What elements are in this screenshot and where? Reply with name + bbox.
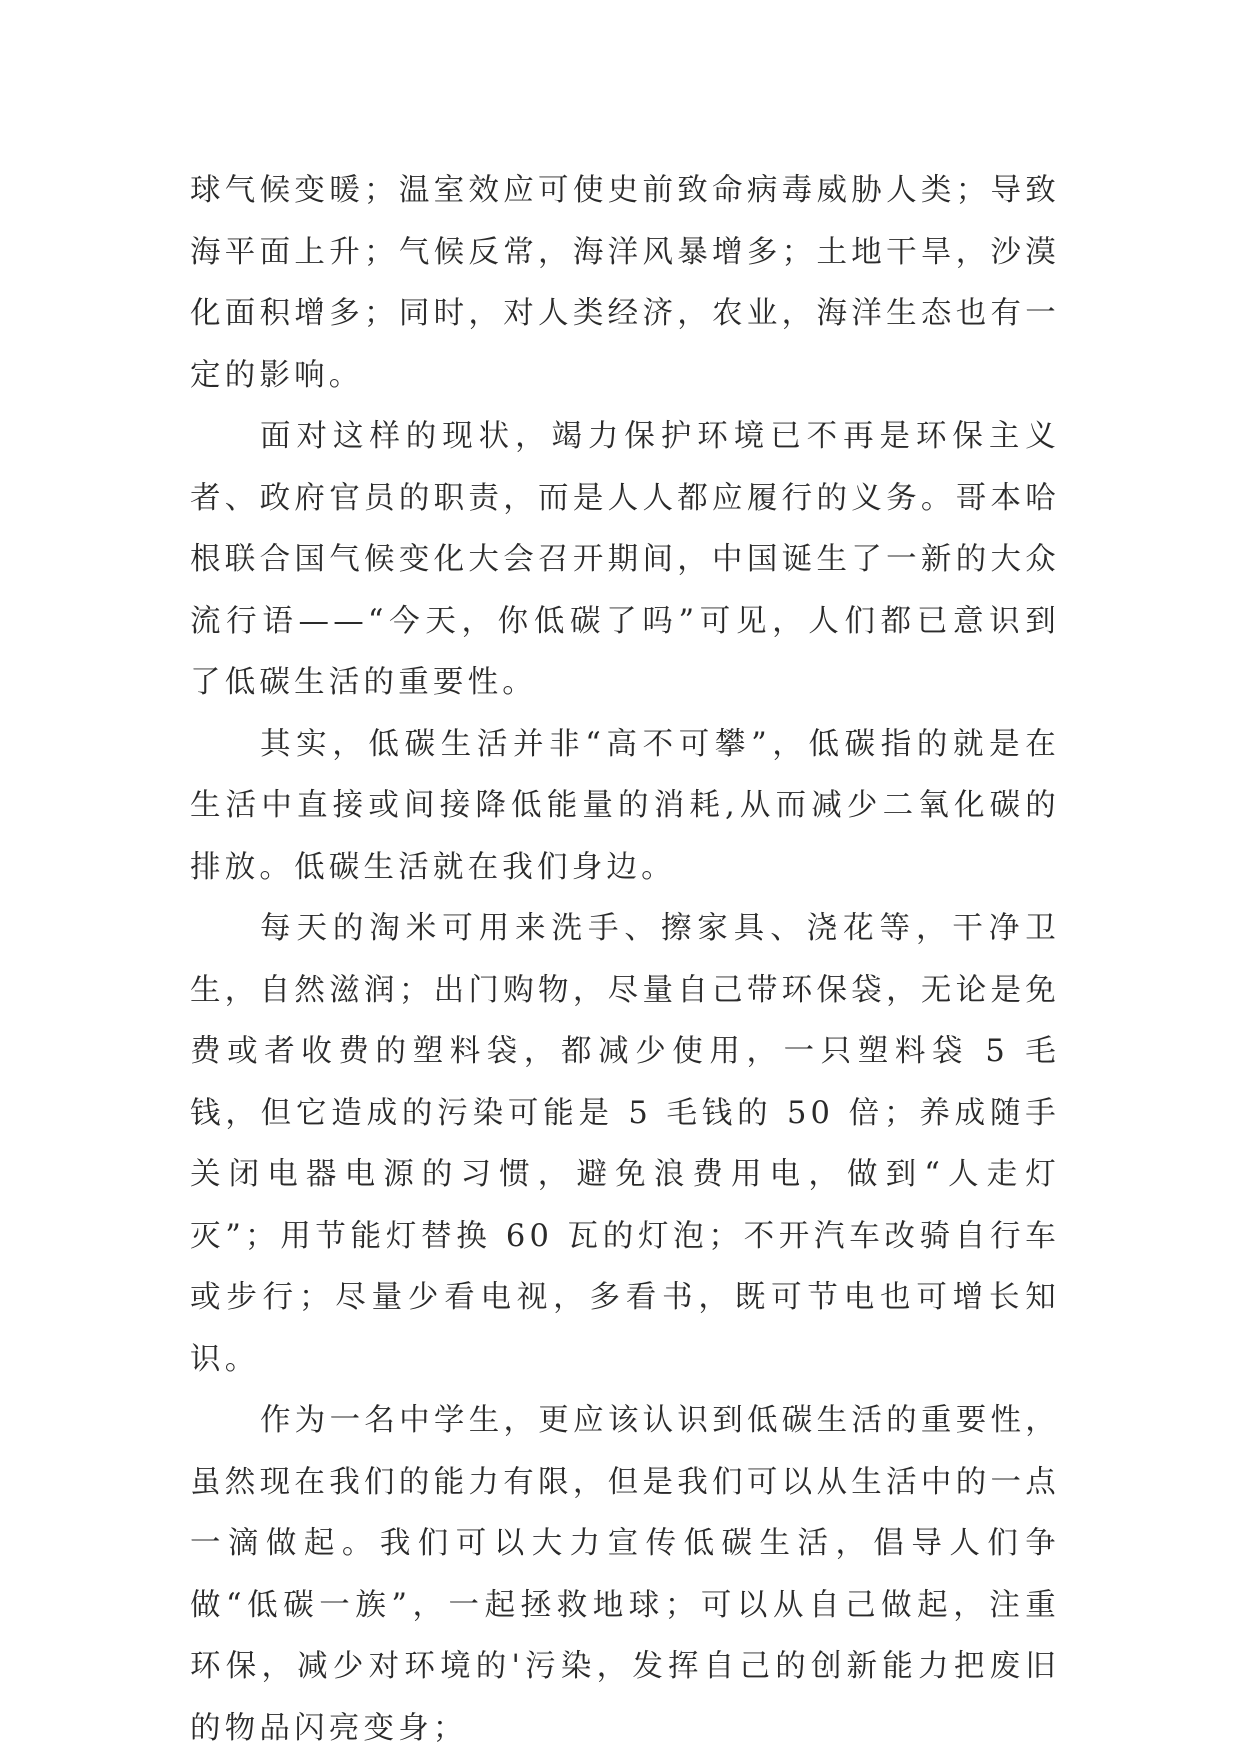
paragraph-1: 球气候变暖；温室效应可使史前致命病毒威胁人类；导致海平面上升；气候反常，海洋风暴增多；土地干旱，沙漠化面积增多；同时，对人类经济，农业，海洋生态也有一定的影响。: [190, 173, 1060, 393]
paragraph-5: 作为一名中学生，更应该认识到低碳生活的重要性，虽然现在我们的能力有限，但是我们可以从生活中的一点一滴做起。我们可以大力宣传低碳生活，倡导人们争做“低碳一族”，一起拯救地球；可以从自己做起，注重环保，减少对环境的'污染，发挥自己的创新能力把废旧的物品闪亮变身；: [190, 1403, 1060, 1746]
paragraph-2: 面对这样的现状，竭力保护环境已不再是环保主义者、政府官员的职责，而是人人都应履行的义务。哥本哈根联合国气候变化大会召开期间，中国诞生了一新的大众流行语——“今天，你低碳了吗”可见，人们都已意识到了低碳生活的重要性。: [190, 419, 1060, 700]
document-body: [190, 160, 1060, 1759]
paragraph-3: 其实，低碳生活并非“高不可攀”，低碳指的就是在生活中直接或间接降低能量的消耗,从而减少二氧化碳的排放。低碳生活就在我们身边。: [190, 726, 1060, 885]
paragraph-4: 每天的淘米可用来洗手、擦家具、浇花等，干净卫生，自然滋润；出门购物，尽量自己带环保袋，无论是免费或者收费的塑料袋，都减少使用，一只塑料袋 5 毛钱，但它造成的污染可能是 5 毛钱的 50 倍；养成随手关闭电器电源的习惯，避免浪费用电，做到“人走灯灭”；用节能灯替换 60 瓦的灯泡；不开汽车改骑自行车或步行；尽量少看电视，多看书，既可节电也可增长知识。: [190, 911, 1060, 1377]
